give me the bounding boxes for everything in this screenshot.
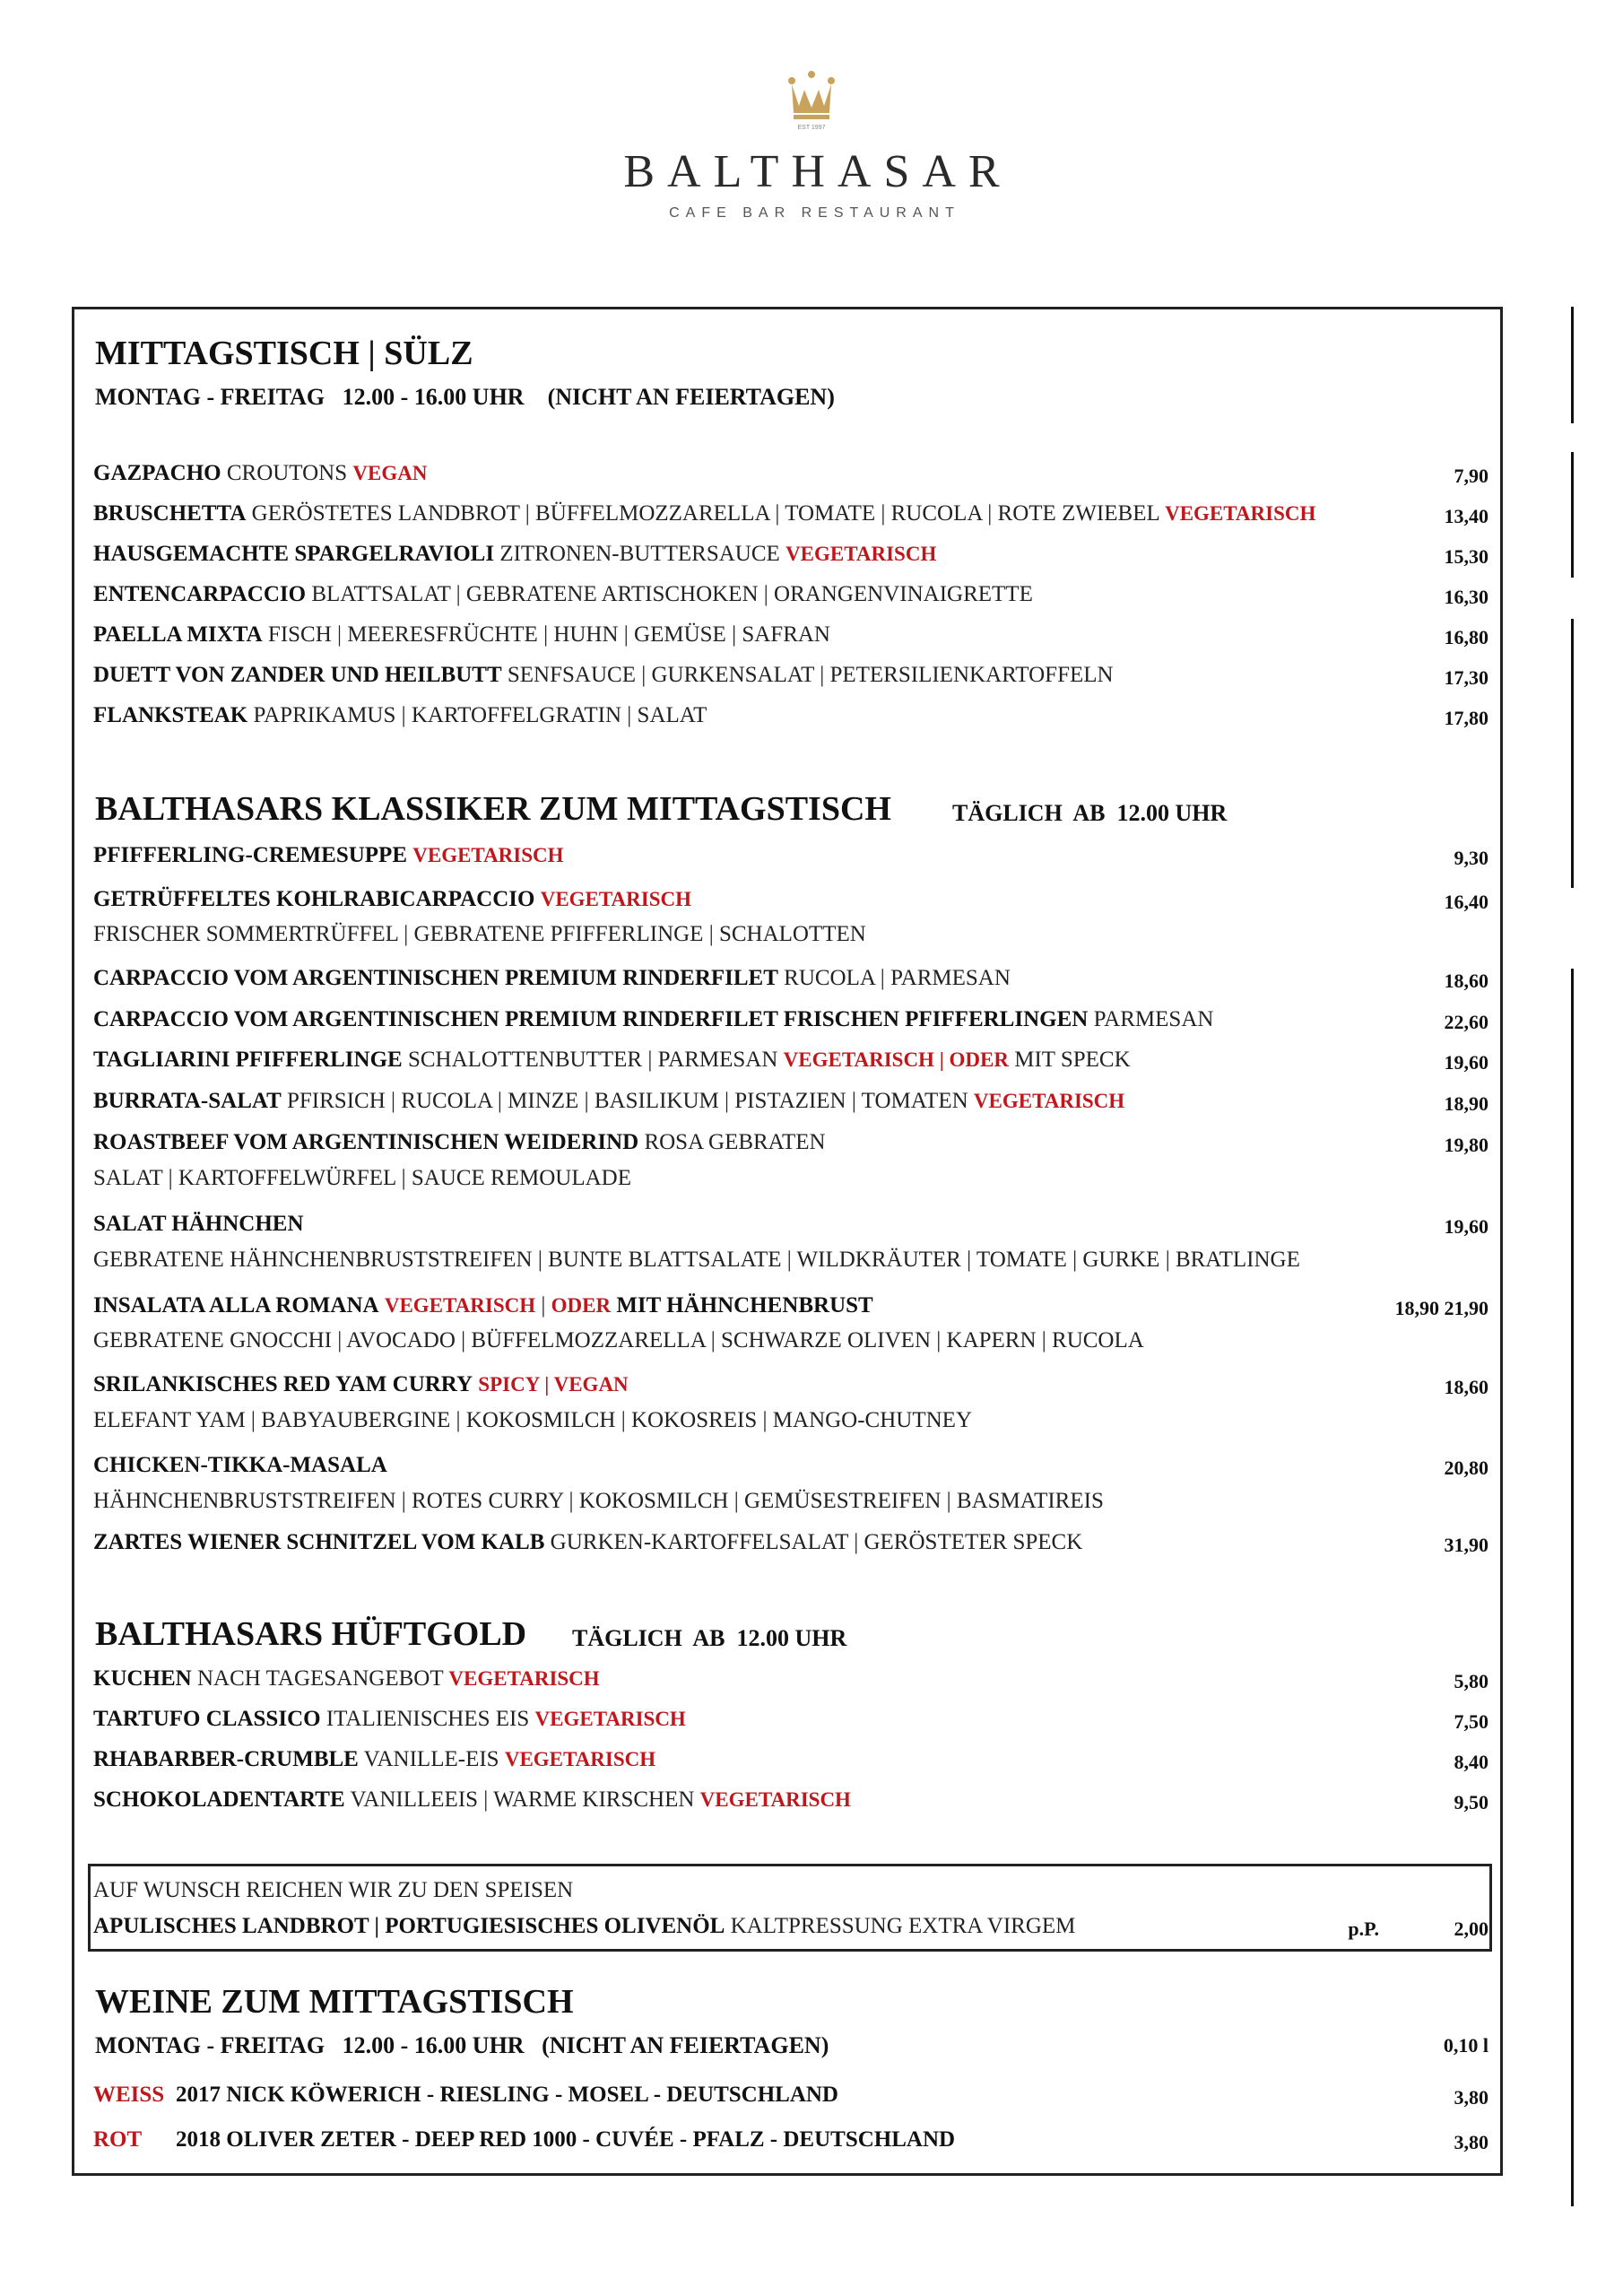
item-option: MIT HÄHNCHENBRUST [616, 1293, 873, 1318]
side-rule [1571, 619, 1574, 888]
item-name: HAUSGEMACHTE SPARGELRAVIOLI [93, 542, 495, 566]
side-rule [1571, 969, 1574, 2206]
item-description: RUCOLA | PARMESAN [784, 966, 1011, 990]
item-tag: SPICY | VEGAN [478, 1373, 629, 1396]
item-name: DUETT VON ZANDER UND HEILBUTT [93, 663, 502, 687]
item-price: 16,40 [1444, 891, 1488, 913]
brand-tagline: CAFE BAR RESTAURANT [669, 205, 960, 221]
menu-item [93, 1372, 629, 1397]
crown-icon [785, 70, 838, 133]
item-name: ROASTBEEF VOM ARGENTINISCHEN WEIDERIND [93, 1130, 639, 1154]
wine-color: ROT [93, 2127, 143, 2152]
menu-item [93, 1007, 1213, 1032]
section-note: TÄGLICH AB 12.00 UHR [572, 1625, 847, 1651]
wine-price: 3,80 [1454, 2086, 1488, 2109]
item-description: GERÖSTETES LANDBROT | BÜFFELMOZZARELLA | TOMATE | RUCOLA | ROTE ZWIEBEL [251, 501, 1159, 526]
item-name: GETRÜFFELTES KOHLRABICARPACCIO [93, 887, 535, 911]
item-description: ZITRONEN-BUTTERSAUCE [499, 542, 780, 566]
item-tag: VEGETARISCH [504, 1748, 656, 1770]
item-price: 18,90 21,90 [1394, 1297, 1488, 1319]
item-price: 9,30 [1454, 847, 1488, 869]
item-name: TARTUFO CLASSICO [93, 1707, 321, 1731]
menu-item [93, 1666, 600, 1692]
menu-item: INSALATA ALLA ROMANA VEGETARISCH | ODER MIT HÄHNCHENBRUST [93, 1293, 873, 1318]
menu-item [93, 1048, 1131, 1073]
item-name: INSALATA ALLA ROMANA [93, 1293, 379, 1318]
item-price: 18,60 [1444, 1376, 1488, 1398]
item-tag: VEGETARISCH [785, 543, 937, 565]
item-price: 7,50 [1454, 1710, 1488, 1733]
item-description: ITALIENISCHES EIS [325, 1707, 530, 1731]
item-name: ZARTES WIENER SCHNITZEL VOM KALB [93, 1530, 545, 1554]
item-tag: VEGETARISCH [699, 1788, 851, 1811]
side-rule [1571, 307, 1574, 423]
wine-color: WEISS [93, 2083, 165, 2107]
item-tag: VEGETARISCH [540, 888, 691, 910]
item-price: 16,80 [1444, 626, 1488, 648]
item-name: RHABARBER-CRUMBLE [93, 1747, 359, 1771]
menu-item [93, 887, 691, 912]
bread-note-price: 2,00 [1454, 1918, 1488, 1940]
menu-item [93, 1707, 686, 1732]
item-description: BLATTSALAT | GEBRATENE ARTISCHOKEN | ORANGENVINAIGRETTE [311, 582, 1033, 606]
wine-subtitle: MONTAG - FREITAG 12.00 - 16.00 UHR (NICHT AN FEIERTAGEN) [95, 2032, 829, 2058]
side-rule [1571, 452, 1574, 578]
item-price: 16,30 [1444, 586, 1488, 608]
menu-item [93, 1089, 1124, 1114]
menu-item [93, 1747, 655, 1772]
bread-note-unit: p.P. [1348, 1918, 1379, 1940]
item-description: SENFSAUCE | GURKENSALAT | PETERSILIENKARTOFFELN [507, 663, 1114, 687]
wine-item [93, 2127, 955, 2152]
item-name: CHICKEN-TIKKA-MASALA [93, 1453, 387, 1477]
item-name: SRILANKISCHES RED YAM CURRY [93, 1372, 473, 1396]
item-tag: VEGETARISCH [1165, 502, 1316, 525]
wine-size: 0,10 l [1443, 2034, 1488, 2057]
item-name: GAZPACHO [93, 461, 221, 485]
menu-item [93, 663, 1114, 688]
item-name: BRUSCHETTA [93, 501, 247, 526]
bread-note-intro: AUF WUNSCH REICHEN WIR ZU DEN SPEISEN [93, 1878, 574, 1902]
menu-item [93, 1212, 304, 1237]
item-option: MIT SPECK [1014, 1048, 1131, 1072]
wine-item [93, 2083, 838, 2108]
menu-item [93, 582, 1033, 607]
item-name: BURRATA-SALAT [93, 1089, 282, 1113]
item-price: 15,30 [1444, 545, 1488, 568]
section-note: TÄGLICH AB 12.00 UHR [952, 800, 1228, 826]
item-description: VANILLEEIS | WARME KIRSCHEN [350, 1787, 695, 1812]
item-description: SCHALOTTENBUTTER | PARMESAN [407, 1048, 778, 1072]
item-price: 31,90 [1444, 1534, 1488, 1556]
item-price: 22,60 [1444, 1011, 1488, 1033]
item-price: 19,60 [1444, 1051, 1488, 1074]
item-subline: ELEFANT YAM | BABYAUBERGINE | KOKOSMILCH | KOKOSREIS | MANGO-CHUTNEY [93, 1408, 972, 1432]
item-tag: VEGETARISCH [412, 844, 564, 866]
menu-item [93, 1453, 387, 1478]
item-price: 8,40 [1454, 1751, 1488, 1773]
item-subline: FRISCHER SOMMERTRÜFFEL | GEBRATENE PFIFFERLINGE | SCHALOTTEN [93, 922, 866, 946]
item-description: NACH TAGESANGEBOT [196, 1666, 444, 1691]
menu-item [93, 461, 427, 486]
item-price: 19,80 [1444, 1134, 1488, 1156]
item-description: CROUTONS [226, 461, 348, 485]
item-tag: VEGETARISCH [448, 1667, 600, 1690]
item-name: FLANKSTEAK [93, 703, 248, 727]
item-price: 18,60 [1444, 970, 1488, 992]
item-price: 19,60 [1444, 1215, 1488, 1238]
bread-note-line [93, 1914, 1075, 1939]
item-name: PAELLA MIXTA [93, 622, 263, 647]
item-description: PARMESAN [1093, 1007, 1214, 1031]
menu-item [93, 843, 564, 868]
item-description: PAPRIKAMUS | KARTOFFELGRATIN | SALAT [253, 703, 707, 727]
wine-price: 3,80 [1454, 2131, 1488, 2153]
menu-item [93, 1787, 851, 1813]
item-subline: GEBRATENE GNOCCHI | AVOCADO | BÜFFELMOZZARELLA | SCHWARZE OLIVEN | KAPERN | RUCOLA [93, 1328, 1144, 1352]
logo-badge: EST 1997 [797, 125, 826, 131]
menu-item [93, 542, 936, 567]
bread-note-desc: KALTPRESSUNG EXTRA VIRGEM [730, 1914, 1076, 1938]
menu-item [93, 622, 830, 648]
item-description: ROSA GEBRATEN [644, 1130, 826, 1154]
item-price: 9,50 [1454, 1791, 1488, 1813]
item-price: 18,90 [1444, 1092, 1488, 1115]
item-tag: VEGETARISCH [973, 1090, 1125, 1112]
section-title-mittagstisch: MITTAGSTISCH | SÜLZ [95, 335, 473, 372]
item-name: SCHOKOLADENTARTE [93, 1787, 345, 1812]
menu-item [93, 1530, 1082, 1555]
item-price: 13,40 [1444, 505, 1488, 527]
item-tag: ODER [551, 1294, 612, 1317]
item-name: TAGLIARINI PFIFFERLINGE [93, 1048, 403, 1072]
item-tag: VEGETARISCH [384, 1294, 536, 1317]
item-description: VANILLE-EIS [363, 1747, 499, 1771]
item-description: PFIRSICH | RUCOLA | MINZE | BASILIKUM | PISTAZIEN | TOMATEN [287, 1089, 968, 1113]
menu-item [93, 966, 1011, 991]
item-price: 5,80 [1454, 1670, 1488, 1692]
menu-item [93, 501, 1315, 526]
item-tag: VEGETARISCH | ODER [783, 1048, 1009, 1071]
item-name: SALAT HÄHNCHEN [93, 1212, 304, 1236]
item-price: 20,80 [1444, 1457, 1488, 1479]
item-price: 17,80 [1444, 707, 1488, 729]
menu-item [93, 1130, 826, 1155]
wine-description: 2018 OLIVER ZETER - DEEP RED 1000 - CUVÉE - PFALZ - DEUTSCHLAND [176, 2127, 956, 2152]
item-name: PFIFFERLING-CREMESUPPE [93, 843, 407, 867]
section-title-weine: WEINE ZUM MITTAGSTISCH [95, 1983, 574, 2021]
section-title-hueftgold: BALTHASARS HÜFTGOLD [95, 1615, 527, 1653]
item-name: CARPACCIO VOM ARGENTINISCHEN PREMIUM RINDERFILET FRISCHEN PFIFFERLINGEN [93, 1007, 1089, 1031]
menu-item [93, 703, 707, 728]
brand-name: BALTHASAR [623, 146, 1012, 197]
item-name: ENTENCARPACCIO [93, 582, 307, 606]
item-description: FISCH | MEERESFRÜCHTE | HUHN | GEMÜSE | SAFRAN [267, 622, 830, 647]
item-subline: SALAT | KARTOFFELWÜRFEL | SAUCE REMOULADE [93, 1166, 631, 1190]
bread-note-name: APULISCHES LANDBROT | PORTUGIESISCHES OLIVENÖL [93, 1914, 725, 1938]
item-tag: VEGETARISCH [534, 1708, 686, 1730]
section-subtitle: MONTAG - FREITAG 12.00 - 16.00 UHR (NICHT AN FEIERTAGEN) [95, 384, 835, 410]
item-price: 7,90 [1454, 465, 1488, 487]
item-price: 17,30 [1444, 666, 1488, 689]
item-tag: VEGAN [352, 462, 428, 484]
wine-description: 2017 NICK KÖWERICH - RIESLING - MOSEL - DEUTSCHLAND [176, 2083, 838, 2107]
item-name: CARPACCIO VOM ARGENTINISCHEN PREMIUM RINDERFILET [93, 966, 778, 990]
section-title-klassiker: BALTHASARS KLASSIKER ZUM MITTAGSTISCH [95, 790, 891, 828]
item-subline: GEBRATENE HÄHNCHENBRUSTSTREIFEN | BUNTE BLATTSALATE | WILDKRÄUTER | TOMATE | GURKE | BRATLINGE [93, 1248, 1300, 1272]
item-subline: HÄHNCHENBRUSTSTREIFEN | ROTES CURRY | KOKOSMILCH | GEMÜSESTREIFEN | BASMATIREIS [93, 1489, 1104, 1513]
item-description: GURKEN-KARTOFFELSALAT | GERÖSTETER SPECK [550, 1530, 1083, 1554]
restaurant-logo [0, 70, 1623, 222]
item-name: KUCHEN [93, 1666, 192, 1691]
